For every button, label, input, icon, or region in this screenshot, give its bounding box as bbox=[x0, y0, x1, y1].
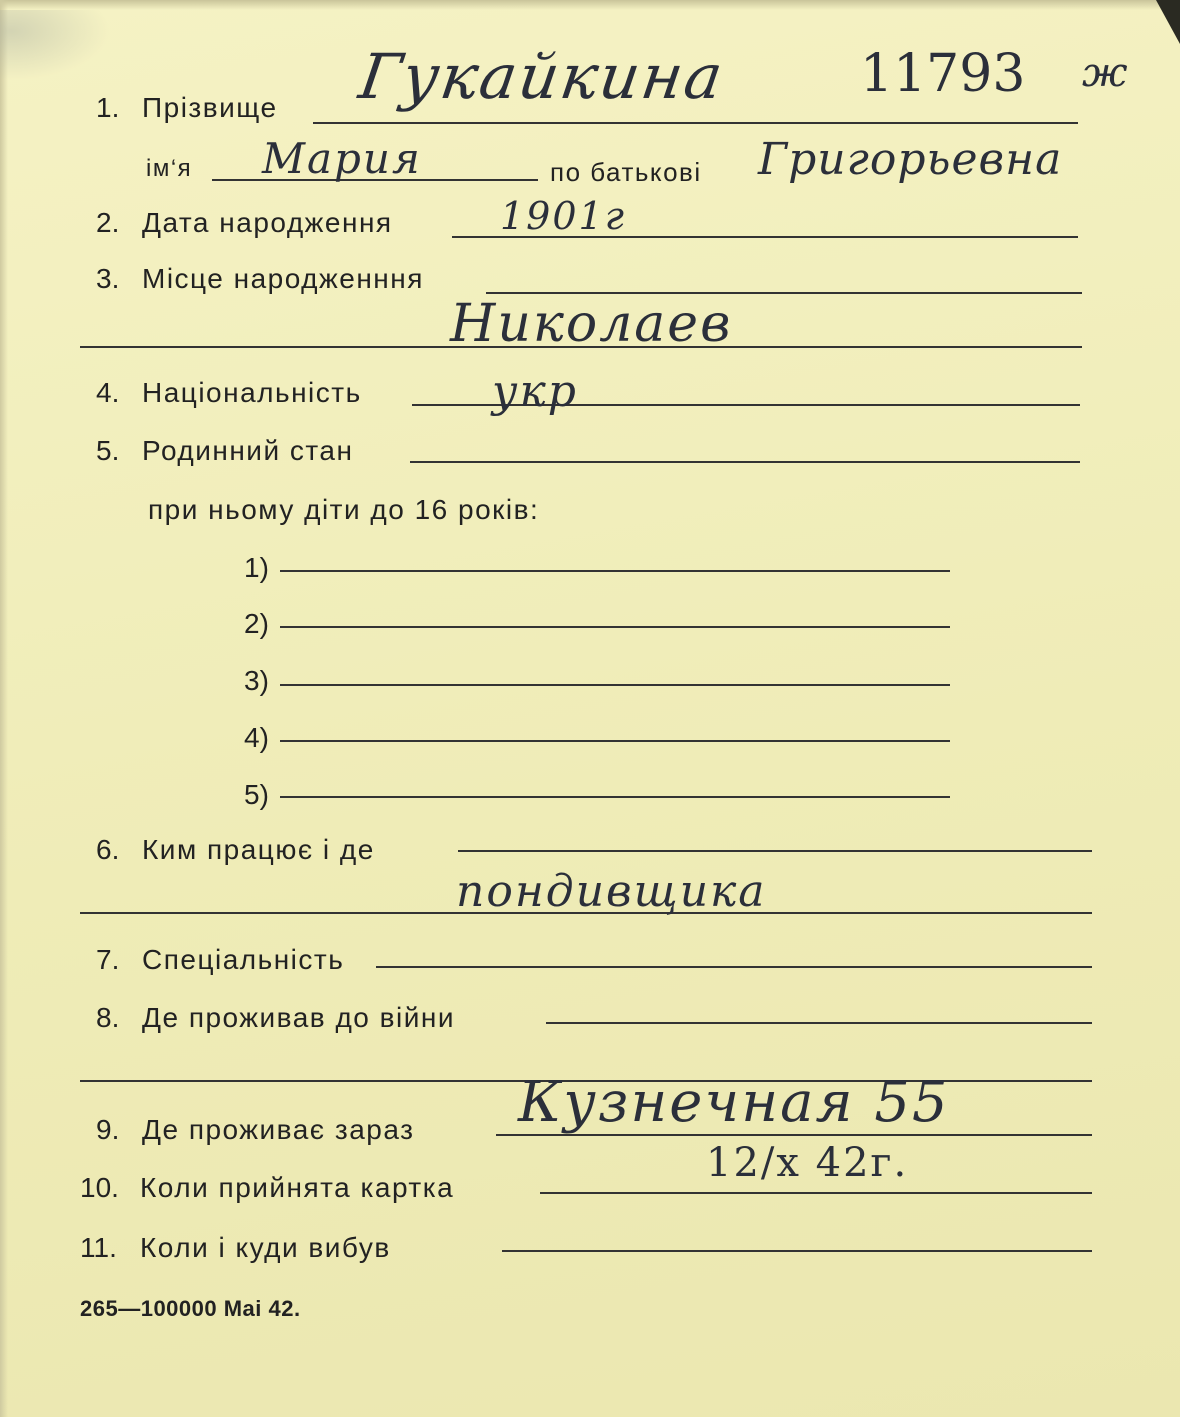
card-accepted-line bbox=[540, 1192, 1092, 1194]
nationality-label: Національність bbox=[142, 377, 362, 408]
surname-label: Прізвище bbox=[142, 92, 278, 123]
field-number: 3. bbox=[96, 263, 120, 294]
child-number: 2) bbox=[244, 608, 269, 639]
current-residence-label: Де проживає зараз bbox=[142, 1114, 415, 1145]
child-line bbox=[280, 684, 950, 686]
patronymic-label: по батькові bbox=[550, 157, 702, 187]
marital-status-label: Родинний стан bbox=[142, 435, 354, 466]
field-number: 5. bbox=[96, 435, 120, 466]
occupation-label: Ким працює і де bbox=[142, 834, 375, 865]
first-name-value: Мария bbox=[262, 134, 422, 183]
card-number: 11793 bbox=[860, 44, 1026, 104]
child-number: 5) bbox=[244, 779, 269, 810]
paper-edge bbox=[0, 0, 1180, 10]
child-number: 4) bbox=[244, 722, 269, 753]
birth-date-value: 1901г bbox=[500, 194, 626, 238]
field-number: 11. bbox=[80, 1232, 117, 1263]
child-number: 1) bbox=[244, 552, 269, 583]
birth-date-label: Дата народження bbox=[142, 207, 393, 238]
field-number: 1. bbox=[96, 92, 120, 123]
specialty-label: Спеціальність bbox=[142, 944, 345, 975]
field-number: 4. bbox=[96, 377, 120, 408]
surname-line bbox=[313, 122, 1078, 124]
occupation-line bbox=[458, 850, 1092, 852]
marital-status-line bbox=[410, 461, 1080, 463]
child-line bbox=[280, 796, 950, 798]
card-accepted-label: Коли прийнята картка bbox=[140, 1172, 455, 1203]
patronymic-value: Григорьевна bbox=[758, 134, 1063, 185]
field-number: 9. bbox=[96, 1114, 120, 1145]
occupation-value: пондивщика bbox=[456, 866, 767, 917]
current-residence-value: Кузнечная 55 bbox=[518, 1070, 950, 1135]
child-line bbox=[280, 626, 950, 628]
field-number: 7. bbox=[96, 944, 120, 975]
surname-value: Гукайкина bbox=[354, 40, 729, 113]
paper-stain bbox=[0, 10, 110, 80]
child-line bbox=[280, 570, 950, 572]
card-accepted-value: 12/х 42г. bbox=[706, 1140, 909, 1186]
field-number: 2. bbox=[96, 207, 120, 238]
field-number: 10. bbox=[80, 1172, 119, 1203]
children-label: при ньому діти до 16 років: bbox=[148, 494, 540, 525]
child-line bbox=[280, 740, 950, 742]
paper-edge-left bbox=[0, 0, 8, 1417]
birth-place-label: Місце народженння bbox=[142, 263, 424, 294]
print-code: 265—100000 Mai 42. bbox=[80, 1296, 301, 1321]
specialty-line bbox=[376, 966, 1092, 968]
stamp-mark: ж bbox=[1082, 50, 1130, 96]
departed-line bbox=[502, 1250, 1092, 1252]
field-number: 8. bbox=[96, 1002, 120, 1033]
field-number: 6. bbox=[96, 834, 120, 865]
first-name-label: ім‘я bbox=[146, 155, 193, 182]
child-number: 3) bbox=[244, 665, 269, 696]
birth-place-value: Николаев bbox=[450, 294, 733, 354]
prewar-residence-label: Де проживав до війни bbox=[142, 1002, 455, 1033]
departed-label: Коли і куди вибув bbox=[140, 1232, 391, 1263]
prewar-residence-line bbox=[546, 1022, 1092, 1024]
nationality-value: укр bbox=[492, 366, 578, 417]
